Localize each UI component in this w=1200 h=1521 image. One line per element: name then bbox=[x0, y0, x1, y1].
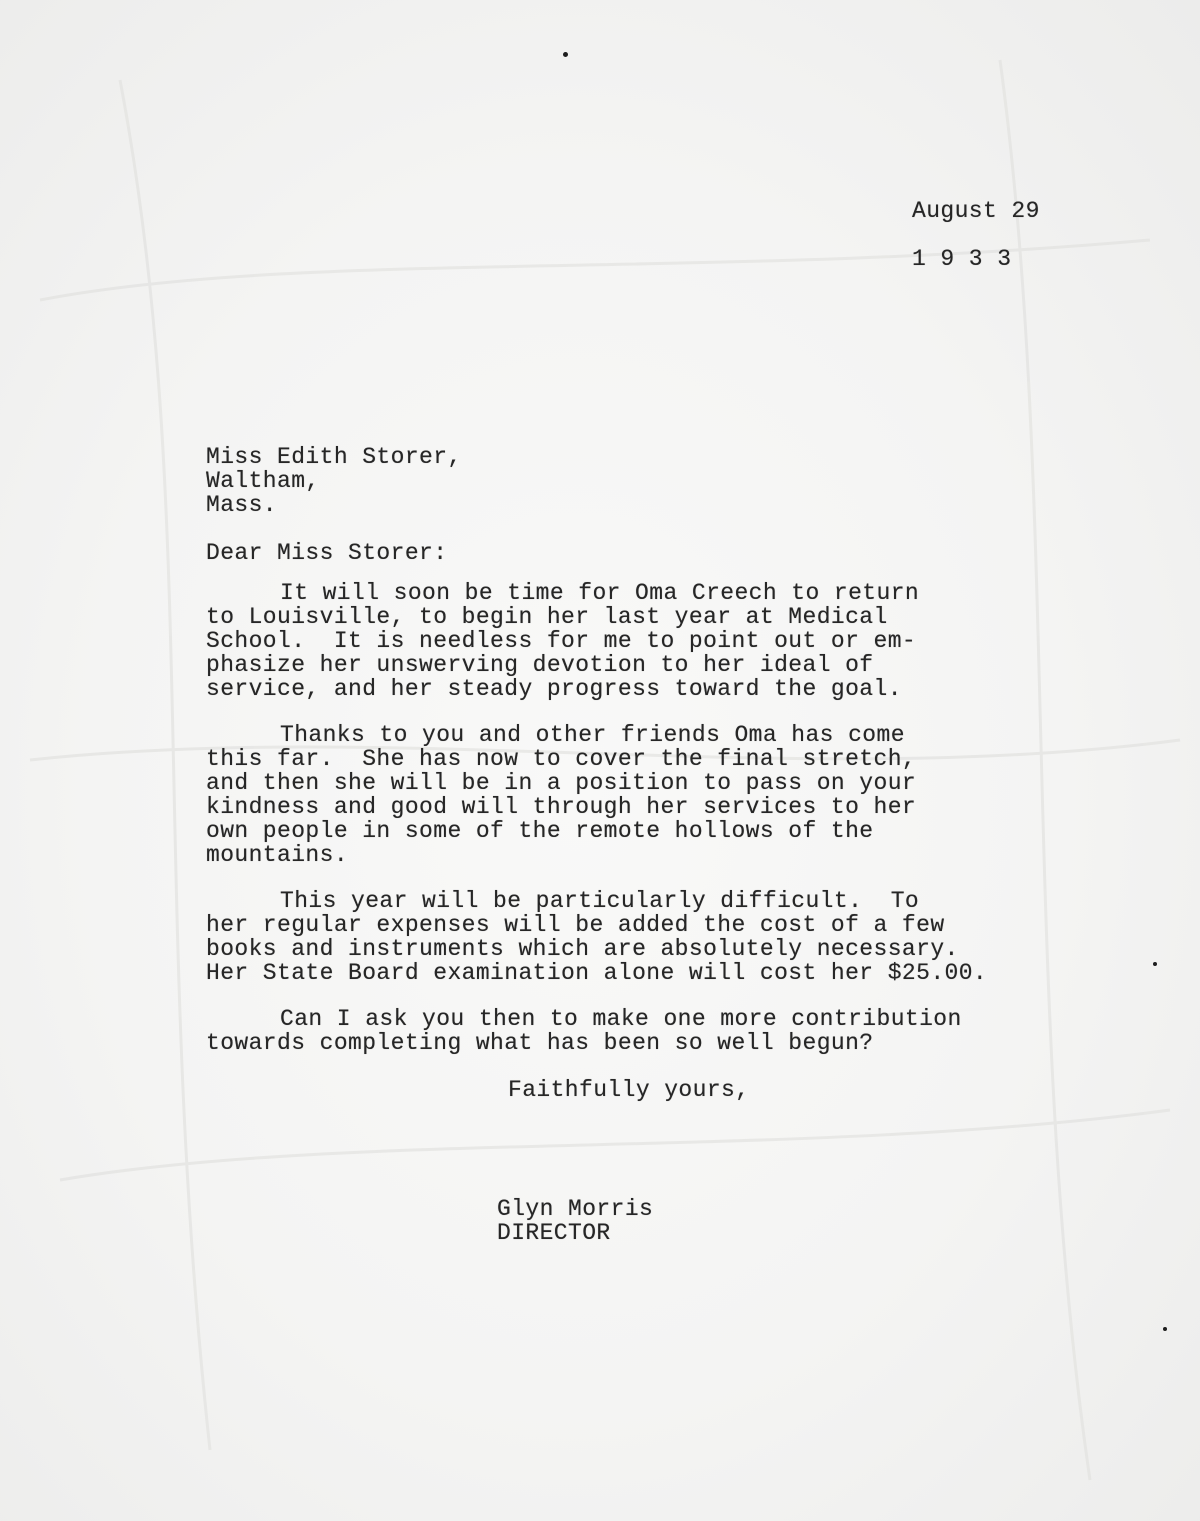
signer-name: Glyn Morris bbox=[497, 1196, 654, 1222]
paragraph-line: own people in some of the remote hollows of the bbox=[206, 818, 874, 844]
paragraph-line: kindness and good will through her services to her bbox=[206, 794, 917, 820]
paragraph-line: Her State Board examination alone will cost her $25.00. bbox=[206, 960, 988, 986]
ink-speck bbox=[1153, 962, 1157, 966]
paragraph-line: to Louisville, to begin her last year at Medical bbox=[206, 604, 888, 630]
recipient-state: Mass. bbox=[206, 492, 278, 518]
paragraph-line: Thanks to you and other friends Oma has come bbox=[280, 722, 905, 748]
date-year: 1 9 3 3 bbox=[912, 246, 1012, 272]
paragraph-line: towards completing what has been so well begun? bbox=[206, 1030, 874, 1056]
ink-speck bbox=[563, 52, 568, 57]
ink-speck bbox=[1163, 1327, 1167, 1331]
recipient-name: Miss Edith Storer, bbox=[206, 444, 462, 470]
paragraph-line: her regular expenses will be added the cost of a few bbox=[206, 912, 945, 938]
salutation: Dear Miss Storer: bbox=[206, 540, 448, 566]
paragraph-line: service, and her steady progress toward the goal. bbox=[206, 676, 902, 702]
closing: Faithfully yours, bbox=[508, 1077, 750, 1103]
recipient-city: Waltham, bbox=[206, 468, 320, 494]
paragraph-line: phasize her unswerving devotion to her ideal of bbox=[206, 652, 874, 678]
paragraph-line: This year will be particularly difficult. To bbox=[280, 888, 920, 914]
paragraph-line: Can I ask you then to make one more contribution bbox=[280, 1006, 962, 1032]
paragraph-line: books and instruments which are absolutely necessary. bbox=[206, 936, 959, 962]
paragraph-line: mountains. bbox=[206, 842, 349, 868]
paragraph-line: and then she will be in a position to pass on your bbox=[206, 770, 917, 796]
signer-title: DIRECTOR bbox=[497, 1220, 611, 1246]
date-month-day: August 29 bbox=[912, 198, 1040, 224]
paragraph-line: School. It is needless for me to point out or em- bbox=[206, 628, 917, 654]
paragraph-line: It will soon be time for Oma Creech to return bbox=[280, 580, 920, 606]
paragraph-line: this far. She has now to cover the final stretch, bbox=[206, 746, 917, 772]
